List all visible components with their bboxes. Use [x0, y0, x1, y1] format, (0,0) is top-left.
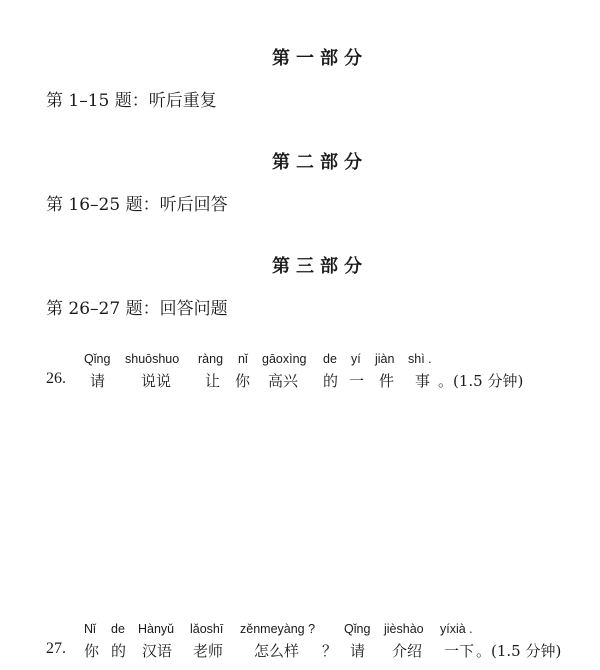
section-title-1: 第一部分 [272, 48, 368, 69]
hanzi-word: 你 [84, 642, 100, 660]
hanzi-word: 老师 [193, 642, 224, 660]
pinyin-word: lǎoshī [190, 622, 224, 636]
pinyin-word: jièshào [384, 622, 424, 636]
hanzi-word: 的 [323, 372, 339, 390]
pinyin-word: Qǐng [84, 352, 111, 366]
section-instruction-3: 第 26–27 题：回答问题 [46, 299, 228, 319]
pinyin-word: Hànyǔ [138, 622, 175, 636]
hanzi-word: 一 [349, 372, 365, 390]
section-title-2: 第二部分 [272, 152, 368, 173]
pinyin-word: ràng [198, 352, 224, 366]
section-instruction-2: 第 16–25 题：听后回答 [46, 195, 228, 215]
pinyin-word: Nǐ [84, 622, 96, 636]
pinyin-word: shì . [408, 352, 432, 366]
pinyin-word: de [111, 622, 125, 636]
pinyin-word: gāoxìng [262, 352, 307, 366]
hanzi-word: ？ [322, 642, 338, 660]
question-number: 26. [46, 370, 66, 387]
pinyin-word: yí [351, 352, 361, 366]
hanzi-word: 介绍 [392, 642, 423, 660]
duration-note: 。(1.5 分钟) [438, 372, 524, 390]
pinyin-word: nǐ [238, 352, 248, 366]
duration-note: 。(1.5 分钟) [476, 642, 562, 660]
hanzi-word: 怎么样 [254, 642, 300, 660]
hanzi-word: 的 [111, 642, 127, 660]
hanzi-word: 说说 [141, 372, 172, 390]
section-title-3: 第三部分 [272, 256, 368, 277]
hanzi-word: 汉语 [142, 642, 173, 660]
hanzi-word: 高兴 [268, 372, 299, 390]
pinyin-word: zěnmeyàng ? [240, 622, 316, 636]
hanzi-word: 事 [415, 372, 431, 390]
hanzi-word: 一下 [444, 642, 475, 660]
pinyin-word: de [323, 352, 337, 366]
hanzi-word: 请 [350, 642, 366, 660]
pinyin-word: Qǐng [344, 622, 371, 636]
hanzi-word: 让 [205, 372, 221, 390]
pinyin-word: shuōshuo [125, 352, 180, 366]
pinyin-word: yíxià . [440, 622, 473, 636]
question-number: 27. [46, 640, 66, 657]
section-instruction-1: 第 1–15 题：听后重复 [46, 91, 217, 111]
hanzi-word: 你 [235, 372, 251, 390]
hanzi-word: 请 [90, 372, 106, 390]
pinyin-word: jiàn [375, 352, 395, 366]
hanzi-word: 件 [379, 372, 395, 390]
